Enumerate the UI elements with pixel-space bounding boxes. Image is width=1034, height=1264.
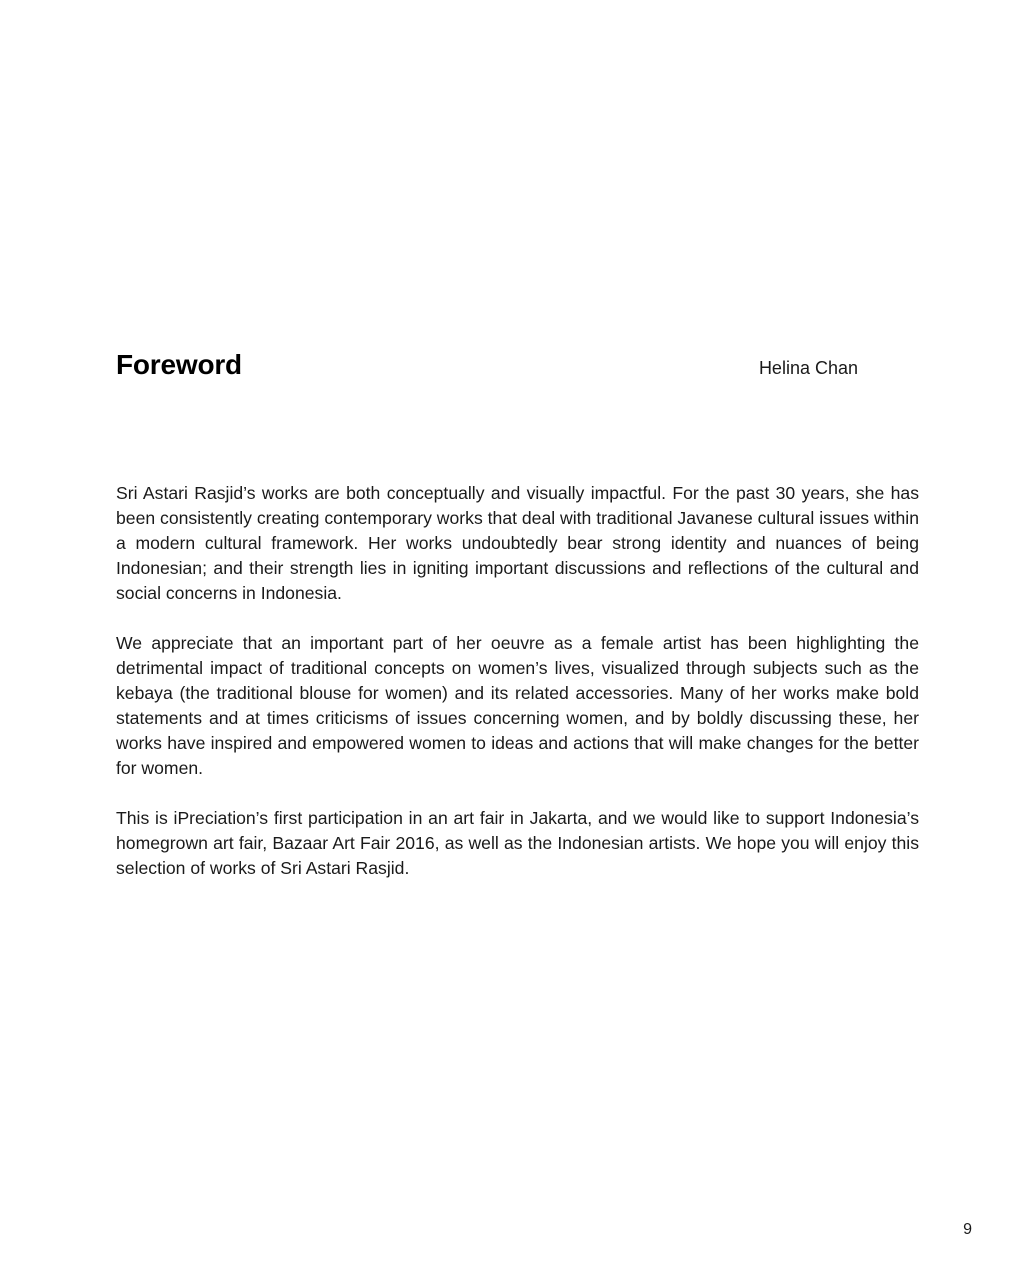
heading-row — [116, 348, 858, 388]
paragraph-2: We appreciate that an important part of her oeuvre as a female artist has been highlighting the detrimental impact of traditional concepts on women’s lives, visualized through subjects such as the kebaya (the traditional blouse for women) and its related accessories. Many of her works make bold statements and at times criticisms of issues concerning women, and by boldly discussing these, her works have inspired and empowered women to ideas and actions that will make changes for the better for women. — [116, 633, 919, 778]
page-title: Foreword — [116, 349, 242, 380]
paragraph-3: This is iPreciation’s first participation in an art fair in Jakarta, and we would like to support Indonesia’s homegrown art fair, Bazaar Art Fair 2016, as well as the Indonesian artists. We hope you will enjoy this selection of works of Sri Astari Rasjid. — [116, 808, 919, 878]
body-text — [116, 481, 919, 906]
author-name: Helina Chan — [758, 358, 858, 378]
page-number: 9 — [963, 1221, 972, 1238]
paragraph-1: Sri Astari Rasjid’s works are both conceptually and visually impactful. For the past 30 years, she has been consistently creating contemporary works that deal with traditional Javanese cultural issues within a modern cultural framework. Her works undoubtedly bear strong identity and nuances of being Indonesian; and their strength lies in igniting important discussions and reflections of the cultural and social concerns in Indonesia. — [116, 483, 919, 603]
